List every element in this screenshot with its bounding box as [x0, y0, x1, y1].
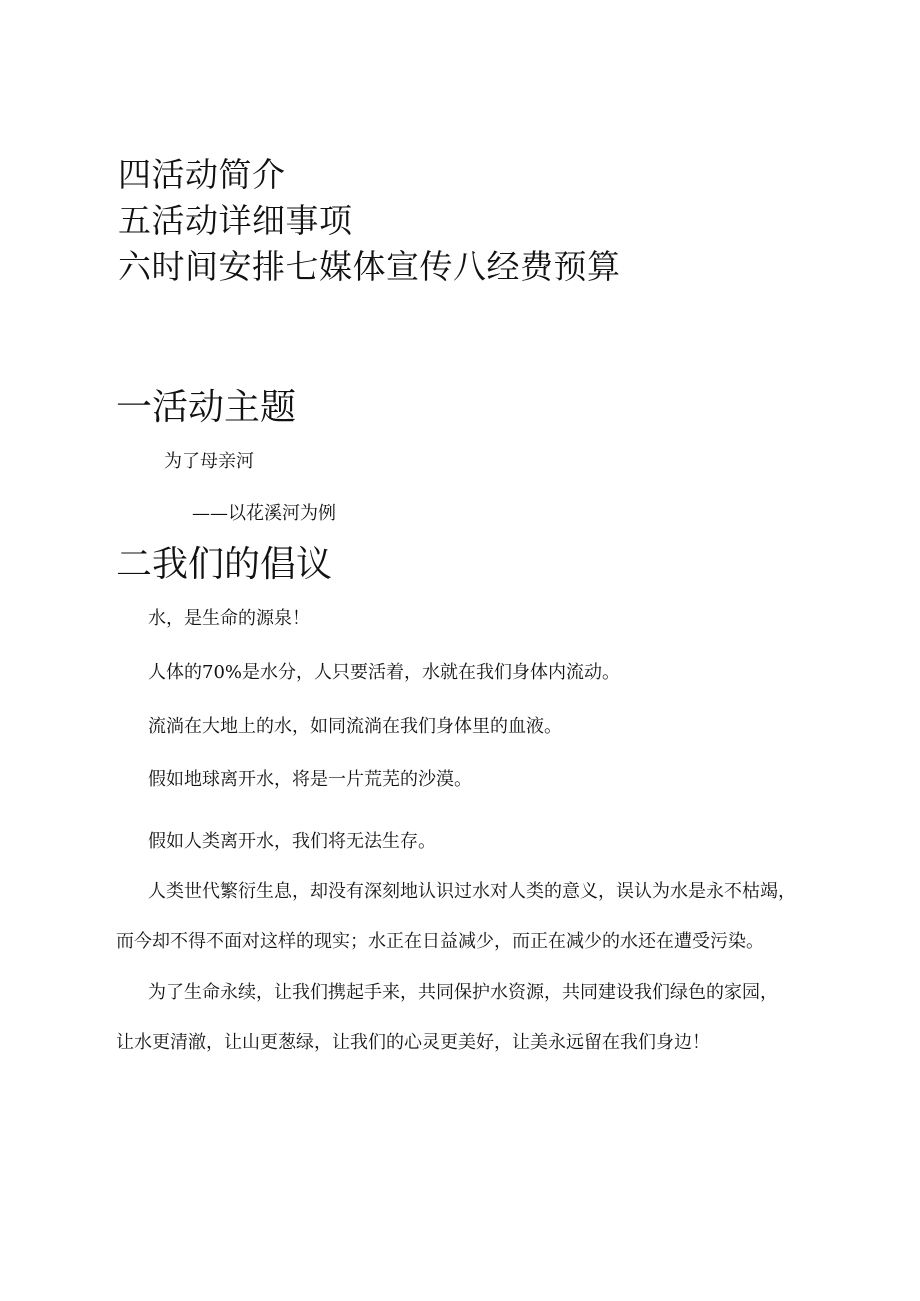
initiative-paragraph: 人类世代繁衍生息，却没有深刻地认识过水对人类的意义，误认为水是永不枯竭，	[148, 881, 796, 902]
initiative-paragraph: 假如地球离开水，将是一片荒芜的沙漠。	[148, 769, 472, 790]
initiative-paragraph-continuation: 而今却不得不面对这样的现实；水正在日益减少，而正在减少的水还在遭受污染。	[116, 931, 764, 952]
section-title-initiative: 二我们的倡议	[116, 544, 333, 585]
theme-subtitle: 为了母亲河	[164, 451, 254, 472]
initiative-paragraph: 流淌在大地上的水，如同流淌在我们身体里的血液。	[148, 716, 562, 737]
outline-list	[118, 152, 621, 290]
outline-item-5: 五活动详细事项	[118, 201, 353, 240]
initiative-paragraph: 水，是生命的源泉！	[148, 608, 310, 629]
initiative-paragraph: 为了生命永续，让我们携起手来，共同保护水资源，共同建设我们绿色的家园，	[148, 982, 778, 1003]
outline-item-6-7-8: 六时间安排七媒体宣传八经费预算	[118, 247, 621, 286]
initiative-paragraph-continuation: 让水更清澈，让山更葱绿，让我们的心灵更美好，让美永远留在我们身边！	[116, 1032, 710, 1053]
section-title-theme: 一活动主题	[116, 387, 297, 428]
initiative-paragraph: 假如人类离开水，我们将无法生存。	[148, 831, 436, 852]
theme-byline: ——以花溪河为例	[192, 503, 336, 524]
outline-item-4: 四活动简介	[118, 155, 286, 194]
initiative-paragraph: 人体的70%是水分，人只要活着，水就在我们身体内流动。	[148, 662, 621, 683]
